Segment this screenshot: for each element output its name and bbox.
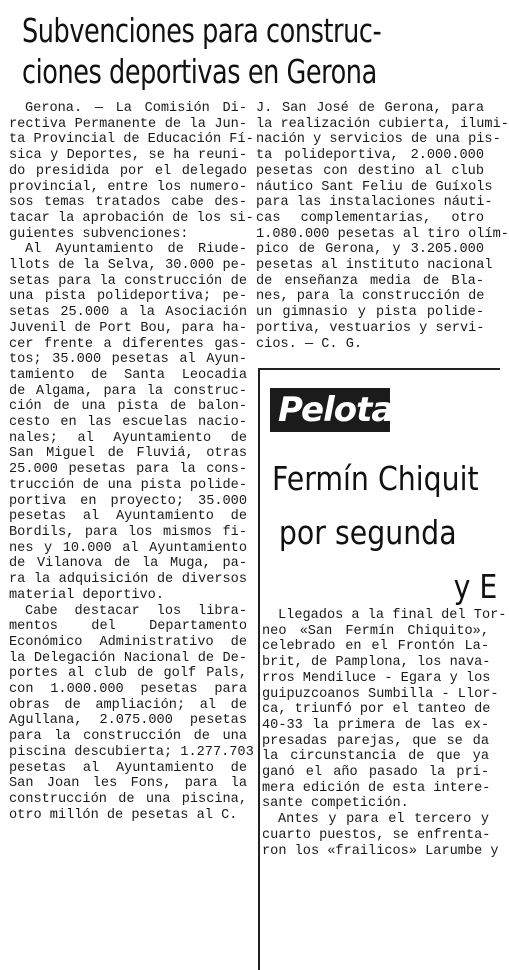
text-line: pesetas al Ayuntamiento de	[9, 760, 247, 776]
text-line: mentos del Departamento	[9, 619, 247, 635]
text-line: Agullana, 2.075.000 pesetas	[9, 713, 247, 729]
text-line: trucción de una pista polide-	[9, 477, 247, 493]
text-line: de Algama, para la construc-	[9, 383, 247, 399]
text-line: la Delegación Nacional de De-	[9, 650, 247, 666]
text-line: de enseñanza media de Bla-	[256, 273, 484, 289]
text-line: do presidida por el delegado	[9, 163, 247, 179]
article-column-1	[9, 101, 254, 823]
text-line: neo «San Fermín Chiquito»,	[262, 623, 489, 639]
text-line: material deportivo.	[9, 587, 164, 603]
text-line: J. San José de Gerona, para	[256, 101, 484, 116]
text-line: guientes subvenciones:	[9, 226, 189, 242]
article-column-2	[256, 101, 509, 352]
text-line: mera edición de esta intere-	[262, 780, 491, 796]
text-line: tos; 35.000 pesetas al Ayun-	[9, 352, 247, 368]
text-line: cas complementarias, otro	[256, 210, 484, 226]
text-line: nales; al Ayuntamiento de	[9, 430, 247, 446]
text-line: rros Mendiluce - Egara y los	[262, 670, 491, 686]
article-headline	[22, 10, 409, 92]
text-line: sante competición.	[262, 796, 409, 812]
text-line: Bordils, para los mismos fi-	[9, 524, 247, 540]
text-line: cer frente a diferentes gas-	[9, 336, 247, 352]
text-line: ron los «frailicos» Larumbe y	[262, 843, 499, 859]
text-line: pesetas al Ayuntamiento de	[9, 509, 247, 525]
text-line: nes, para la construcción de	[256, 289, 485, 305]
text-line: 25.000 pesetas para la cons-	[9, 462, 247, 478]
text-line: San Miguel de Fluviá, otras	[9, 446, 247, 462]
pelota-headline-line-1: Fermín Chiquit	[272, 459, 479, 498]
text-line: tacar la aprobación de los si-	[9, 210, 254, 226]
headline-line-1: Subvenciones para construc-	[22, 11, 382, 50]
text-line: ganó el año pasado la pri-	[262, 765, 489, 781]
text-line: sica y Deportes, se ha reuni-	[9, 148, 247, 164]
text-line: portiva, vestuarios y servi-	[256, 320, 485, 336]
text-line: celebrado en el Frontón La-	[262, 639, 489, 655]
text-line: pico de Gerona, y 3.205.000	[256, 242, 484, 258]
text-line: brit, de Pamplona, los nava-	[262, 655, 491, 671]
text-line: pesetas al instituto nacional	[256, 258, 493, 274]
text-line: Al Ayuntamiento de Riude-	[25, 242, 247, 258]
text-line: obras de ampliación; al de	[9, 697, 247, 713]
text-line: provincial, entre los numero-	[9, 179, 247, 195]
text-line: llots de la Selva, 30.000 pe-	[9, 258, 247, 274]
pelota-headline-line-2: por segunda	[278, 513, 457, 552]
text-line: guipuzcoanos Sumbilla - Llor-	[262, 686, 499, 702]
text-line: portes al club de golf Pals,	[9, 666, 247, 682]
text-line: ta polideportiva, 2.000.000	[256, 148, 484, 164]
text-line: de Vilanova de la Muga, pa-	[9, 556, 247, 572]
text-line: presadas parejas, que se da	[262, 733, 489, 749]
pelota-headline-line-3: y E	[453, 567, 498, 606]
text-line: ca, triunfó por el tanteo de	[262, 702, 491, 718]
text-line: Económico Administrativo de	[9, 634, 247, 650]
text-line: la realización cubierta, ilumi-	[256, 116, 509, 132]
text-line: Cabe destacar los libra-	[25, 603, 247, 619]
pelota-article-column	[262, 608, 507, 859]
text-line: setas para la construcción de	[9, 273, 247, 289]
text-line: pesetas con destino al club	[256, 163, 484, 179]
pelota-headline	[272, 452, 498, 614]
text-line: ra la adquisición de diversos	[9, 572, 247, 588]
headline-line-2: ciones deportivas en Gerona	[22, 52, 377, 91]
text-line: rectiva Permanente de la Jun-	[9, 116, 247, 132]
text-line: Antes y para el tercero y	[278, 812, 489, 828]
text-line: sos temas tratados cabe des-	[9, 195, 247, 211]
text-line: con 1.000.000 pesetas para	[9, 682, 247, 698]
text-line: una pista polideportiva; pe-	[9, 289, 247, 305]
text-line: náutico Sant Feliu de Guíxols	[256, 179, 493, 195]
section-label-pelota: Pelota	[270, 388, 390, 432]
text-line: para la construcción de una	[9, 729, 247, 745]
text-line: portiva en proyecto; 35.000	[9, 493, 247, 509]
text-line: ción de una pista de balon-	[9, 399, 247, 415]
text-line: setas 25.000 a la Asociación	[9, 305, 247, 321]
text-line: 1.080.000 pesetas al tiro olím-	[256, 226, 509, 242]
text-line: Llegados a la final del Tor-	[278, 608, 507, 623]
text-line: ta Provincial de Educación Fí-	[9, 132, 254, 148]
text-line: San Joan les Fons, para la	[9, 776, 247, 792]
text-line: para las instalaciones náuti-	[256, 195, 493, 211]
text-line: otro millón de pesetas al C.	[9, 807, 238, 823]
text-line: 40-33 la primera de las ex-	[262, 717, 489, 733]
text-line: un gimnasio y pista polide-	[256, 305, 484, 321]
text-line: cuarto puestos, se enfrenta-	[262, 827, 491, 843]
text-line: cios. — C. G.	[256, 336, 363, 352]
text-line: tamiento de Santa Leocadia	[9, 367, 247, 383]
text-line: la circunstancia de que ya	[262, 749, 489, 765]
text-line: piscina descubierta; 1.277.703	[9, 744, 254, 760]
text-line: Juvenil de Port Bou, para ha-	[9, 320, 247, 336]
text-line: nes y 10.000 al Ayuntamiento	[9, 540, 247, 556]
text-line: Gerona. — La Comisión Di-	[25, 101, 247, 116]
text-line: nación y servicios de una pis-	[256, 132, 501, 148]
text-line: cesto en las escuelas nacio-	[9, 415, 247, 431]
text-line: construcción de una piscina,	[9, 791, 247, 807]
